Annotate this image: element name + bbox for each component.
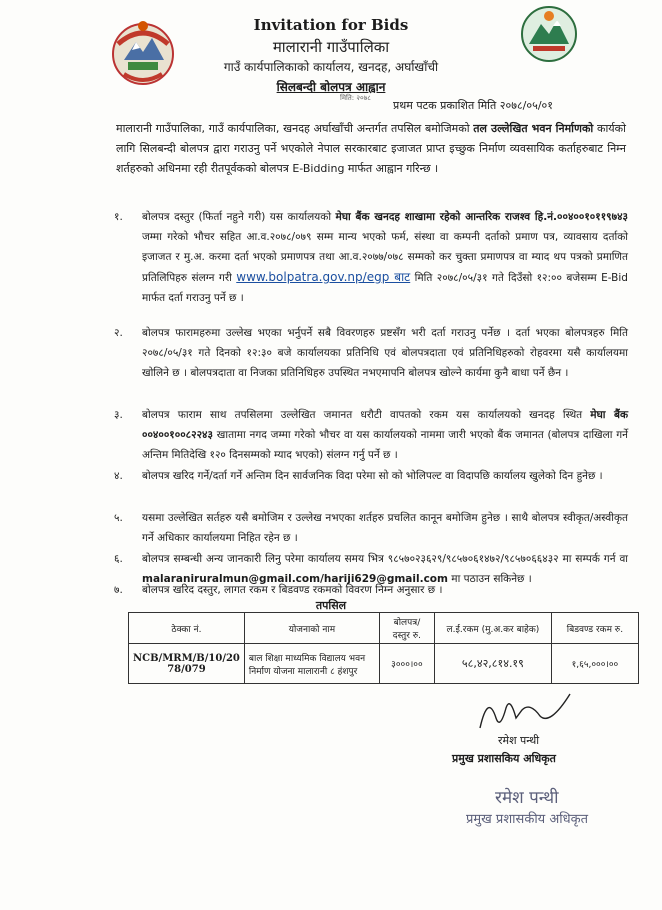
intro-paragraph: मालारानी गाउँपालिका, गाउँ कार्यपालिका, खनदह अर्घाखाँची अन्तर्गत तपसिल बमोजिमको तल उल्लेखित भवन निर्माणको कार्यको लागि सिलबन्दी बोलपत्र द्वारा गराउनु पर्ने भएकोले नेपाल सरकारबाट इजाजत प्राप्त इच्छुक निर्माण व्यवसायिक कर्ताहरुबाट निम्न शर्तहरुको अधिनमा रही रीतपूर्वकको बोलपत्र E-Bidding मार्फत आह्वान गरिन्छ ।: [116, 122, 626, 175]
col-header-estimate: ल.ई.रकम (मु.अ.कर बाहेक): [434, 613, 551, 644]
col-header-fee: बोलपत्र/ दस्तुर रु.: [379, 613, 434, 644]
stamp-designation: प्रमुख प्रशासकीय अधिकृत: [466, 812, 589, 827]
list-item: ७. बोलपत्र खरिद दस्तुर, लागत रकम र बिडवण्ड रकमको विवरण निम्न अनुसार छ ।: [114, 584, 443, 596]
cell-contract-no: NCB/MRM/B/10/20 78/079: [129, 644, 245, 684]
cell-estimate: ५८,४२,८१४.१९: [434, 644, 551, 684]
page-title: Invitation for Bids: [253, 16, 409, 34]
list-item: ५. यसमा उल्लेखित सर्तहरु यसै बमोजिम र उल्लेख नभएका शर्तहरु प्रचलित कानून बमोजिम हुनेछ । साथै बोलपत्र स्वीकृत/अस्वीकृत गर्ने अधिकार कार्यालयमा निहित रहेन छ ।: [114, 512, 628, 544]
publish-date: प्रथम पटक प्रकाशित मिति २०७८/०५/०१: [393, 99, 553, 112]
egp-link[interactable]: www.bolpatra.gov.np/egp बाट: [236, 270, 411, 284]
office-address: गाउँ कार्यपालिकाको कार्यालय, खनदह, अर्घाखाँची: [223, 60, 439, 74]
signature-scribble: [470, 688, 580, 738]
notice-title: सिलबन्दी बोलपत्र आह्वान: [276, 80, 386, 94]
list-item: ६. बोलपत्र सम्बन्धी अन्य जानकारी लिनु परेमा कार्यालय समय भित्र ९८५७०२३६२९/९८५७०६१४७२/९८५७०६६४३२ मा सम्पर्क गर्न वा malaraniruralmun@gmail.com/hariji629@gmail.com मा पठाउन सकिनेछ ।: [114, 553, 628, 585]
signatory-name: रमेश पन्थी: [498, 734, 540, 747]
col-header-contract: ठेक्का नं.: [129, 613, 245, 644]
municipality-name: मालारानी गाउँपालिका: [272, 38, 390, 56]
signatory-designation: प्रमुख प्रशासकिय अधिकृत: [452, 752, 556, 765]
list-item: २. बोलपत्र फारामहरुमा उल्लेख भएका भर्नुपर्ने सबै विवरणहरु प्रष्टसँग भरी दर्ता गराउनु पर्नेछ । दर्ता भएका बोलपत्रहरु मिति २०७८/०५/३१ गते दिनको १२:३० बजे कार्यालयका प्रतिनिधि एवं बोलपत्रदाता एवं प्रतिनिधिहरुको रोहवरमा यसै कार्यालयमा खोलिने छ । बोलपत्रदाता वा निजका प्रतिनिधिहरु उपस्थित नभएमापनि बोलपत्र खोल्ने कार्यमा कुनै बाधा पर्ने छैन ।: [114, 327, 628, 379]
contact-email[interactable]: malaraniruralmun@gmail.com/hariji629@gmail.com: [142, 573, 448, 585]
bid-table: [128, 612, 639, 684]
table-caption: तपसिल: [315, 599, 347, 612]
col-header-bid-bond: बिडवण्ड रकम रु.: [551, 613, 638, 644]
col-header-project: योजनाको नाम: [244, 613, 379, 644]
list-item: ३. बोलपत्र फाराम साथ तपसिलमा उल्लेखित जमानत धरौटी वापतको रकम यस कार्यालयको खनदह स्थित मेघा बैंक ००४००१००८२२४३ खातामा नगद जम्मा गरेको भौचर वा यस कार्यालयको नाममा जारी भएको बैंक जमानत (बोलपत्र दाखिला गर्ने अन्तिम मितिदेखि १२० दिनसम्मको म्याद भएको) संलग्न गर्नु पर्ने छ ।: [114, 409, 629, 461]
cell-bid-bond: १,६५,०००।००: [551, 644, 638, 684]
cell-fee: ३०००।००: [379, 644, 434, 684]
stamp-name: रमेश पन्थी: [495, 788, 559, 808]
table-header-row: [129, 613, 639, 644]
cell-project-name: बाल शिक्षा माध्यमिक विद्यालय भवन निर्माण योजना मालारानी ८ हंशपुर: [244, 644, 379, 684]
list-item: ४. बोलपत्र खरिद गर्ने/दर्ता गर्ने अन्तिम दिन सार्वजनिक विदा परेमा सो को भोलिपल्ट वा विदापछि कार्यालय खुलेको दिन हुनेछ ।: [114, 470, 603, 482]
table-row: [129, 644, 639, 684]
list-item: १. बोलपत्र दस्तुर (फिर्ता नहुने गरी) यस कार्यालयको मेघा बैंक खनदह शाखामा रहेको आन्तरिक राजश्व हि.नं.००४००१०११९७४३ जम्मा गरेको भौचर सहित आ.व.२०७८/०७९ सम्म मान्य भएको फर्म, संस्था वा कम्पनी दर्ताको प्रमाण पत्र, व्यावसाय दर्ताको इजाजत र मु.अ. करमा दर्ता भएको प्रमाणपत्र तथा आ.व.२०७७/०७८ सम्मको कर चुक्ता प्रमाणपत्र वा म्याद थप पत्रको प्रमाणित प्रतिलिपिहरु संलग्न गरी www.bolpatra.gov.np/egp बाट मिति २०७८/०५/३१ गते दिउँसो १२:०० बजेसम्म E-Bid मार्फत दर्ता गराउनु पर्ने छ ।: [114, 211, 628, 304]
header-stamp-text: मिति: २०७८: [340, 94, 371, 102]
